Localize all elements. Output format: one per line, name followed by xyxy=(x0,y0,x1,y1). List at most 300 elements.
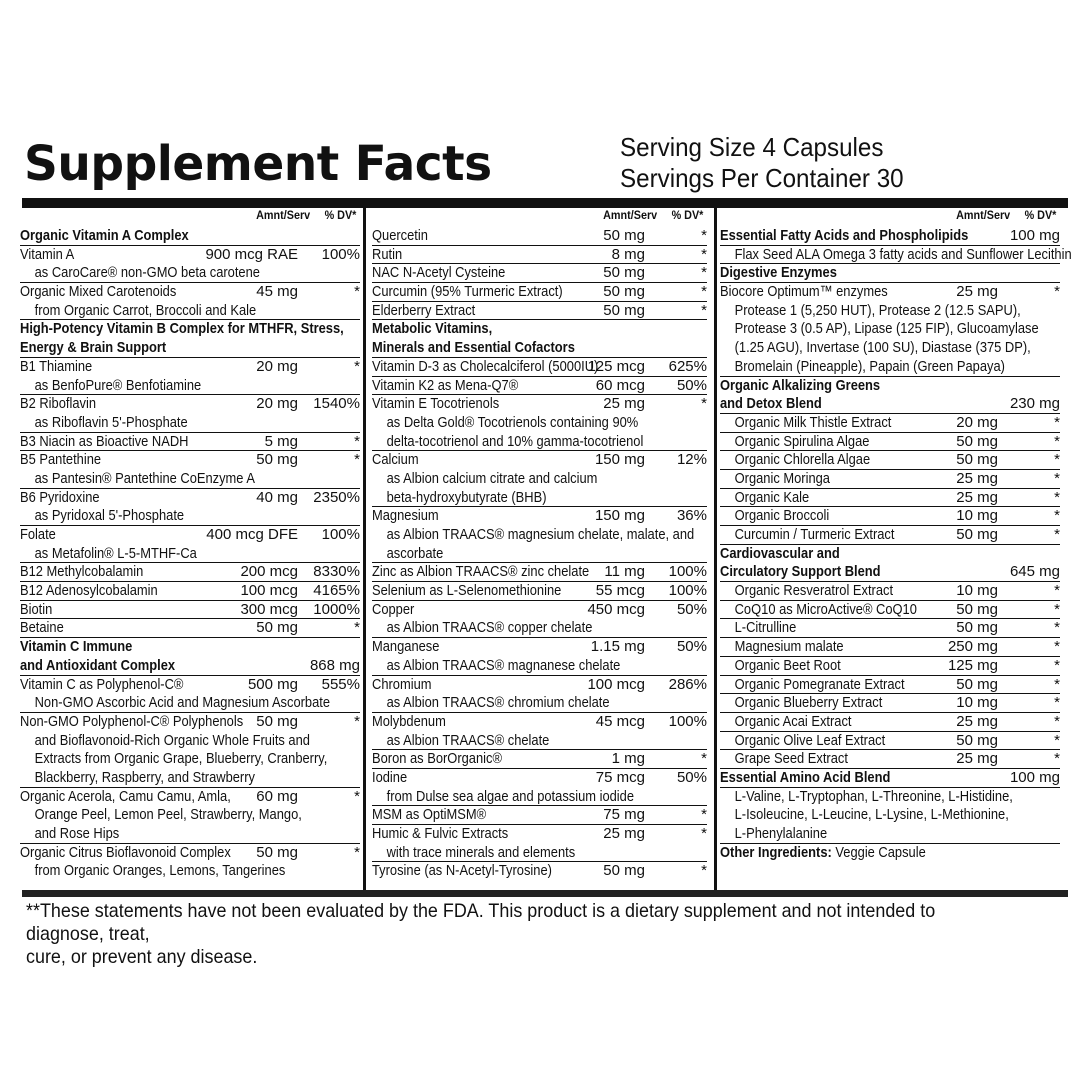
ingredient-name: Iodine xyxy=(372,768,408,786)
amount-per-serving: 25 mg xyxy=(956,469,998,487)
amount-per-serving: 10 mg xyxy=(956,507,998,525)
ingredient-name: CoQ10 as MicroActive® CoQ10 xyxy=(734,600,917,618)
amount-per-serving: 60 mg xyxy=(256,787,298,805)
ingredient-row xyxy=(720,358,1060,377)
ingredient-name: Organic Pomegranate Extract xyxy=(734,675,905,693)
ingredient-name: ascorbate xyxy=(386,544,444,562)
amount-per-serving: 300 mcg xyxy=(240,600,298,618)
ingredient-name: Grape Seed Extract xyxy=(734,750,848,768)
daily-value: 100% xyxy=(668,582,707,600)
section-heading-row xyxy=(20,657,360,676)
row-content xyxy=(720,320,1074,339)
ingredient-name: High-Potency Vitamin B Complex for MTHFR, Stress, xyxy=(20,320,344,338)
ingredient-name: B12 Methylcobalamin xyxy=(20,563,144,581)
amount-per-serving: 500 mg xyxy=(247,675,298,693)
amount-per-serving: 250 mg xyxy=(947,638,998,656)
blend-amount: 100 mg xyxy=(1009,227,1060,244)
ingredient-name: as BenfoPure® Benfotiamine xyxy=(34,376,202,394)
ingredient-name: Biotin xyxy=(20,600,53,618)
amount-per-serving: 200 mcg xyxy=(240,563,298,581)
ingredient-name: Calcium xyxy=(372,451,419,469)
amount-per-serving: 50 mg xyxy=(603,264,645,282)
ingredient-row xyxy=(372,694,707,713)
ingredient-row xyxy=(372,563,707,582)
daily-value: * xyxy=(1054,432,1060,450)
ingredient-row xyxy=(720,320,1060,339)
column-2 xyxy=(372,208,707,888)
row-content xyxy=(372,619,721,638)
ingredient-row xyxy=(20,451,360,470)
ingredient-row xyxy=(20,246,360,265)
ingredient-name: as Pantesin® Pantethine CoEnzyme A xyxy=(34,469,255,487)
ingredient-name: Flax Seed ALA Omega 3 fatty acids and Sunflower Lecithin xyxy=(734,245,1072,263)
ingredient-name: Organic Spirulina Algae xyxy=(734,432,870,450)
row-content xyxy=(720,358,1074,377)
label-title: Supplement Facts xyxy=(24,136,492,192)
row-content xyxy=(20,694,374,713)
section-heading-row xyxy=(20,320,360,339)
ingredient-name: Organic Resveratrol Extract xyxy=(734,582,894,600)
amount-per-serving: 50 mg xyxy=(956,675,998,693)
amount-per-serving: 75 mg xyxy=(603,806,645,824)
row-content xyxy=(20,470,374,489)
ingredient-name: as CaroCare® non-GMO beta carotene xyxy=(34,264,260,282)
ingredient-row xyxy=(372,732,707,751)
daily-value: 50% xyxy=(676,600,707,618)
row-content xyxy=(20,545,374,564)
ingredient-name: B3 Niacin as Bioactive NADH xyxy=(20,432,189,450)
amount-per-serving: 10 mg xyxy=(956,694,998,712)
servings-per-container: Servings Per Container 30 xyxy=(620,163,904,193)
ingredient-name: delta-tocotrienol and 10% gamma-tocotrienol xyxy=(386,432,644,450)
column-header xyxy=(603,208,703,226)
ingredient-row xyxy=(20,526,360,545)
ingredient-name: Chromium xyxy=(372,675,432,693)
daily-value: 12% xyxy=(676,451,707,469)
amount-per-serving: 20 mg xyxy=(956,413,998,431)
daily-value: 100% xyxy=(321,245,360,263)
ingredient-name: Other Ingredients: xyxy=(720,843,832,861)
ingredient-name: Organic Alkalizing Greens xyxy=(720,376,881,394)
ingredient-name: Biocore Optimum™ enzymes xyxy=(720,283,888,301)
ingredient-name: Organic Chlorella Algae xyxy=(734,451,871,469)
row-content xyxy=(720,788,1074,807)
row-content xyxy=(20,227,359,246)
amount-per-serving: 25 mg xyxy=(603,395,645,413)
ingredient-list xyxy=(20,227,360,881)
ingredient-name: B1 Thiamine xyxy=(20,357,93,375)
section-heading-row xyxy=(720,563,1060,582)
ingredient-row xyxy=(372,619,707,638)
amount-per-serving: 50 mg xyxy=(603,283,645,301)
daily-value: 50% xyxy=(676,768,707,786)
ingredient-name: Energy & Brain Support xyxy=(20,339,167,357)
ingredient-row xyxy=(20,862,360,881)
ingredient-name: and Detox Blend xyxy=(720,395,822,413)
column-3 xyxy=(720,208,1072,888)
ingredient-row xyxy=(720,339,1060,358)
ingredient-name: Bromelain (Pineapple), Papain (Green Papaya) xyxy=(734,357,1005,375)
row-content xyxy=(720,844,1059,863)
row-content xyxy=(20,750,374,769)
row-content xyxy=(720,395,1059,414)
amount-per-serving: 450 mcg xyxy=(587,600,645,618)
ingredient-row xyxy=(372,638,707,657)
ingredient-name: and Bioflavonoid-Rich Organic Whole Fruits and xyxy=(34,731,310,749)
ingredient-name: Boron as BorOrganic® xyxy=(372,750,502,768)
ingredient-name: and Rose Hips xyxy=(34,825,120,842)
row-content xyxy=(720,769,1059,788)
amount-header: Amnt/Serv xyxy=(955,208,1010,222)
ingredient-name: Selenium as L-Selenomethionine xyxy=(372,582,562,600)
ingredient-row xyxy=(372,526,707,545)
ingredient-row xyxy=(372,358,707,377)
supplement-facts-label xyxy=(12,128,1072,968)
ingredient-row xyxy=(20,358,360,377)
daily-value: * xyxy=(1054,283,1060,301)
section-heading-row xyxy=(720,844,1060,863)
daily-value: * xyxy=(1054,488,1060,506)
amount-per-serving: 900 mcg RAE xyxy=(205,245,298,263)
section-heading-row xyxy=(20,227,360,246)
amount-per-serving: 50 mg xyxy=(603,301,645,319)
daily-value: 100% xyxy=(668,563,707,581)
section-heading-row xyxy=(720,545,1060,564)
amount-per-serving: 45 mcg xyxy=(595,712,645,730)
amount-per-serving: 50 mg xyxy=(956,600,998,618)
daily-value: * xyxy=(354,357,360,375)
ingredient-name: B5 Pantethine xyxy=(20,451,102,469)
ingredient-name: Copper xyxy=(372,600,415,618)
row-content xyxy=(20,825,374,844)
ingredient-name: Tyrosine (as N-Acetyl-Tyrosine) xyxy=(372,862,552,880)
ingredient-row xyxy=(720,676,1060,695)
ingredient-row xyxy=(720,694,1060,713)
blend-amount: 868 mg xyxy=(309,656,360,674)
row-content xyxy=(20,806,374,825)
dv-header: % DV* xyxy=(1024,208,1056,222)
daily-value: * xyxy=(1054,507,1060,525)
ingredient-name: L-Phenylalanine xyxy=(734,825,828,842)
ingredient-row xyxy=(372,825,707,844)
daily-value: * xyxy=(701,245,707,263)
ingredient-row xyxy=(372,750,707,769)
row-content xyxy=(20,339,359,358)
ingredient-row xyxy=(372,433,707,452)
row-content xyxy=(372,545,721,564)
ingredient-row xyxy=(720,470,1060,489)
ingredient-row xyxy=(720,433,1060,452)
ingredient-row xyxy=(372,788,707,807)
ingredient-row xyxy=(20,732,360,751)
ingredient-row xyxy=(20,844,360,863)
amount-per-serving: 150 mg xyxy=(594,507,645,525)
ingredient-name: as Albion TRAACS® copper chelate xyxy=(386,619,593,637)
daily-value: 2350% xyxy=(313,488,360,506)
ingredient-row xyxy=(720,619,1060,638)
ingredient-name: as Riboflavin 5'-Phosphate xyxy=(34,413,188,431)
ingredient-name: Non-GMO Polyphenol-C® Polyphenols xyxy=(20,712,244,730)
serving-info xyxy=(620,132,904,194)
ingredient-name: from Organic Carrot, Broccoli and Kale xyxy=(34,301,257,319)
ingredient-row xyxy=(720,657,1060,676)
ingredient-name: Minerals and Essential Cofactors xyxy=(372,339,575,357)
section-heading-row xyxy=(372,320,707,339)
ingredient-name: L-Citrulline xyxy=(734,619,797,637)
ingredient-name: B12 Adenosylcobalamin xyxy=(20,582,158,600)
ingredient-row xyxy=(372,507,707,526)
ingredient-name: Curcumin / Turmeric Extract xyxy=(734,526,895,543)
blend-amount: 230 mg xyxy=(1009,395,1060,413)
serving-size: Serving Size 4 Capsules xyxy=(620,132,884,162)
ingredient-row xyxy=(20,676,360,695)
row-content xyxy=(20,732,374,751)
amount-per-serving: 55 mcg xyxy=(595,582,645,600)
ingredient-name: Vitamin E Tocotrienols xyxy=(372,395,500,413)
ingredient-name: Organic Broccoli xyxy=(734,507,830,525)
ingredient-name: Folate xyxy=(20,526,56,543)
ingredient-name: and Antioxidant Complex xyxy=(20,656,176,674)
row-content xyxy=(20,377,374,396)
ingredient-row xyxy=(20,563,360,582)
amount-per-serving: 60 mcg xyxy=(595,376,645,394)
ingredient-row xyxy=(720,601,1060,620)
ingredient-row xyxy=(372,545,707,564)
ingredient-name: Vitamin D-3 as Cholecalciferol (5000IU) xyxy=(372,357,599,375)
ingredient-row xyxy=(372,264,707,283)
amount-header: Amnt/Serv xyxy=(255,208,310,222)
ingredient-name: as Albion calcium citrate and calcium xyxy=(386,469,598,487)
amount-per-serving: 25 mg xyxy=(956,283,998,301)
blend-amount: 645 mg xyxy=(1009,563,1060,581)
ingredient-name: Organic Citrus Bioflavonoid Complex xyxy=(20,843,231,861)
ingredient-name: Vitamin A xyxy=(20,245,75,263)
daily-value: 36% xyxy=(676,507,707,525)
ingredient-name: Betaine xyxy=(20,619,64,637)
ingredient-row xyxy=(372,470,707,489)
ingredient-row xyxy=(20,302,360,321)
ingredient-row xyxy=(372,769,707,788)
row-content xyxy=(20,507,374,526)
daily-value: * xyxy=(701,301,707,319)
daily-value: * xyxy=(701,806,707,824)
daily-value: * xyxy=(354,283,360,301)
ingredient-name: Organic Beet Root xyxy=(734,656,841,674)
ingredient-row xyxy=(372,713,707,732)
ingredient-name: Vitamin C as Polyphenol-C® xyxy=(20,675,184,693)
ingredient-name: Rutin xyxy=(372,245,403,263)
amount-per-serving: 50 mg xyxy=(256,451,298,469)
ingredient-name: Circulatory Support Blend xyxy=(720,563,881,581)
ingredient-name: L-Isoleucine, L-Leucine, L-Lysine, L-Methionine, xyxy=(734,806,1009,824)
ingredient-row xyxy=(720,806,1060,825)
ingredient-name: Metabolic Vitamins, xyxy=(372,320,493,338)
ingredient-row xyxy=(720,788,1060,807)
ingredient-row xyxy=(372,582,707,601)
amount-per-serving: 150 mg xyxy=(594,451,645,469)
fda-disclaimer xyxy=(26,900,974,969)
daily-value: * xyxy=(1054,638,1060,656)
daily-value: * xyxy=(1054,413,1060,431)
ingredient-row xyxy=(20,769,360,788)
daily-value: * xyxy=(354,843,360,861)
ingredient-name: Non-GMO Ascorbic Acid and Magnesium Ascorbate xyxy=(34,694,331,712)
ingredient-name: Elderberry Extract xyxy=(372,301,476,319)
column-header xyxy=(956,208,1056,226)
amount-per-serving: 5 mg xyxy=(264,432,298,450)
ingredient-row xyxy=(372,414,707,433)
ingredient-name: Cardiovascular and xyxy=(720,544,840,562)
ingredient-name: (1.25 AGU), Invertase (100 SU), Diastase (375 DP), xyxy=(734,339,1031,357)
ingredient-row xyxy=(372,844,707,863)
daily-value: * xyxy=(354,619,360,637)
ingredient-row xyxy=(720,638,1060,657)
row-content xyxy=(720,806,1074,825)
ingredient-name: Magnesium malate xyxy=(734,638,844,656)
ingredient-name: Digestive Enzymes xyxy=(720,264,837,282)
ingredient-row xyxy=(20,694,360,713)
ingredient-name: Vitamin C Immune xyxy=(20,638,133,656)
daily-value: 1540% xyxy=(313,395,360,413)
row-content xyxy=(20,264,374,283)
ingredient-name: Blackberry, Raspberry, and Strawberry xyxy=(34,768,255,786)
daily-value: * xyxy=(1054,712,1060,730)
daily-value: * xyxy=(1054,750,1060,768)
bottom-rule xyxy=(22,890,1068,897)
column-divider xyxy=(363,208,366,890)
daily-value: * xyxy=(701,283,707,301)
section-heading-row xyxy=(720,769,1060,788)
ingredient-row xyxy=(720,825,1060,844)
blend-amount: 100 mg xyxy=(1009,768,1060,786)
ingredient-name: as Albion TRAACS® magnesium chelate, malate, and xyxy=(386,526,695,543)
ingredient-row xyxy=(20,825,360,844)
daily-value: * xyxy=(701,264,707,282)
ingredient-row xyxy=(20,283,360,302)
ingredient-list xyxy=(372,227,707,881)
ingredient-name: B6 Pyridoxine xyxy=(20,488,100,506)
ingredient-row xyxy=(720,582,1060,601)
daily-value: 50% xyxy=(676,376,707,394)
amount-per-serving: 125 mg xyxy=(947,656,998,674)
row-content xyxy=(20,302,374,321)
ingredient-row xyxy=(372,246,707,265)
ingredient-row xyxy=(20,619,360,638)
daily-value: * xyxy=(701,825,707,842)
ingredient-name: as Metafolin® L-5-MTHF-Ca xyxy=(34,544,197,562)
amount-per-serving: 25 mg xyxy=(603,825,645,842)
ingredient-name: NAC N-Acetyl Cysteine xyxy=(372,264,506,282)
section-heading-row xyxy=(720,227,1060,246)
daily-value: * xyxy=(1054,582,1060,600)
column-divider xyxy=(714,208,717,890)
ingredient-row xyxy=(372,657,707,676)
row-content xyxy=(720,302,1074,321)
ingredient-row xyxy=(20,470,360,489)
ingredient-name: Zinc as Albion TRAACS® zinc chelate xyxy=(372,563,590,581)
amount-per-serving: 20 mg xyxy=(256,395,298,413)
daily-value: * xyxy=(1054,731,1060,749)
ingredient-name: Organic Mixed Carotenoids xyxy=(20,283,177,301)
ingredient-name: Vitamin K2 as Mena-Q7® xyxy=(372,376,519,394)
ingredient-name: B2 Riboflavin xyxy=(20,395,97,413)
daily-value: 555% xyxy=(321,675,360,693)
amount-per-serving: 50 mg xyxy=(256,619,298,637)
ingredient-row xyxy=(372,601,707,620)
amount-per-serving: 50 mg xyxy=(256,843,298,861)
ingredient-row xyxy=(720,245,1072,265)
ingredient-row xyxy=(20,414,360,433)
ingredient-name: as Albion TRAACS® magnanese chelate xyxy=(386,656,621,674)
row-content xyxy=(720,377,1059,396)
amount-per-serving: 25 mg xyxy=(956,712,998,730)
row-content xyxy=(720,339,1074,358)
ingredient-name: Organic Acai Extract xyxy=(734,712,852,730)
ingredient-row xyxy=(20,264,360,283)
row-content xyxy=(372,433,721,452)
section-heading-row xyxy=(20,339,360,358)
ingredient-row xyxy=(372,227,707,246)
daily-value: * xyxy=(354,451,360,469)
ingredient-row xyxy=(372,451,707,470)
row-content xyxy=(720,545,1059,564)
amount-per-serving: 40 mg xyxy=(256,488,298,506)
daily-value: * xyxy=(701,862,707,880)
ingredient-name: with trace minerals and elements xyxy=(386,843,576,861)
ingredient-name: Organic Moringa xyxy=(734,469,830,487)
ingredient-row xyxy=(20,601,360,620)
ingredient-name: L-Valine, L-Tryptophan, L-Threonine, L-Histidine, xyxy=(734,787,1013,805)
ingredient-name: as Albion TRAACS® chelate xyxy=(386,731,550,749)
top-rule xyxy=(22,198,1068,208)
ingredient-row xyxy=(20,582,360,601)
ingredient-name: Protease 3 (0.5 AP), Lipase (125 FIP), Glucoamylase xyxy=(734,320,1039,338)
amount-per-serving: 100 mcg xyxy=(587,675,645,693)
dv-header: % DV* xyxy=(324,208,356,222)
amount-per-serving: 1.15 mg xyxy=(590,638,645,656)
row-content xyxy=(372,414,721,433)
ingredient-name: Organic Acerola, Camu Camu, Amla, xyxy=(20,787,231,805)
amount-per-serving: 50 mg xyxy=(603,862,645,880)
row-content xyxy=(372,732,721,751)
ingredient-row xyxy=(720,507,1060,526)
ingredient-row xyxy=(372,302,707,321)
daily-value: * xyxy=(701,227,707,244)
ingredient-row xyxy=(20,788,360,807)
row-content xyxy=(372,657,721,676)
ingredient-name: Essential Fatty Acids and Phospholipids xyxy=(720,227,969,244)
amount-per-serving: 8 mg xyxy=(611,245,645,263)
row-content xyxy=(372,526,721,545)
ingredient-name: as Delta Gold® Tocotrienols containing 90% xyxy=(386,413,639,431)
ingredient-row xyxy=(372,862,707,881)
row-content xyxy=(372,694,721,713)
amount-per-serving: 10 mg xyxy=(956,582,998,600)
ingredient-row xyxy=(20,377,360,396)
daily-value: * xyxy=(1054,600,1060,618)
daily-value: * xyxy=(354,432,360,450)
amount-per-serving: 50 mg xyxy=(956,451,998,469)
ingredient-name: MSM as OptiMSM® xyxy=(372,806,487,824)
column-header xyxy=(256,208,356,226)
ingredient-row xyxy=(372,806,707,825)
ingredient-name: Protease 1 (5,250 HUT), Protease 2 (12.5 SAPU), xyxy=(734,301,1021,319)
daily-value: 1000% xyxy=(313,600,360,618)
daily-value: * xyxy=(1054,619,1060,637)
row-content xyxy=(720,246,1074,265)
ingredient-name: Organic Vitamin A Complex xyxy=(20,227,189,244)
ingredient-name: Orange Peel, Lemon Peel, Strawberry, Mango, xyxy=(34,806,302,824)
